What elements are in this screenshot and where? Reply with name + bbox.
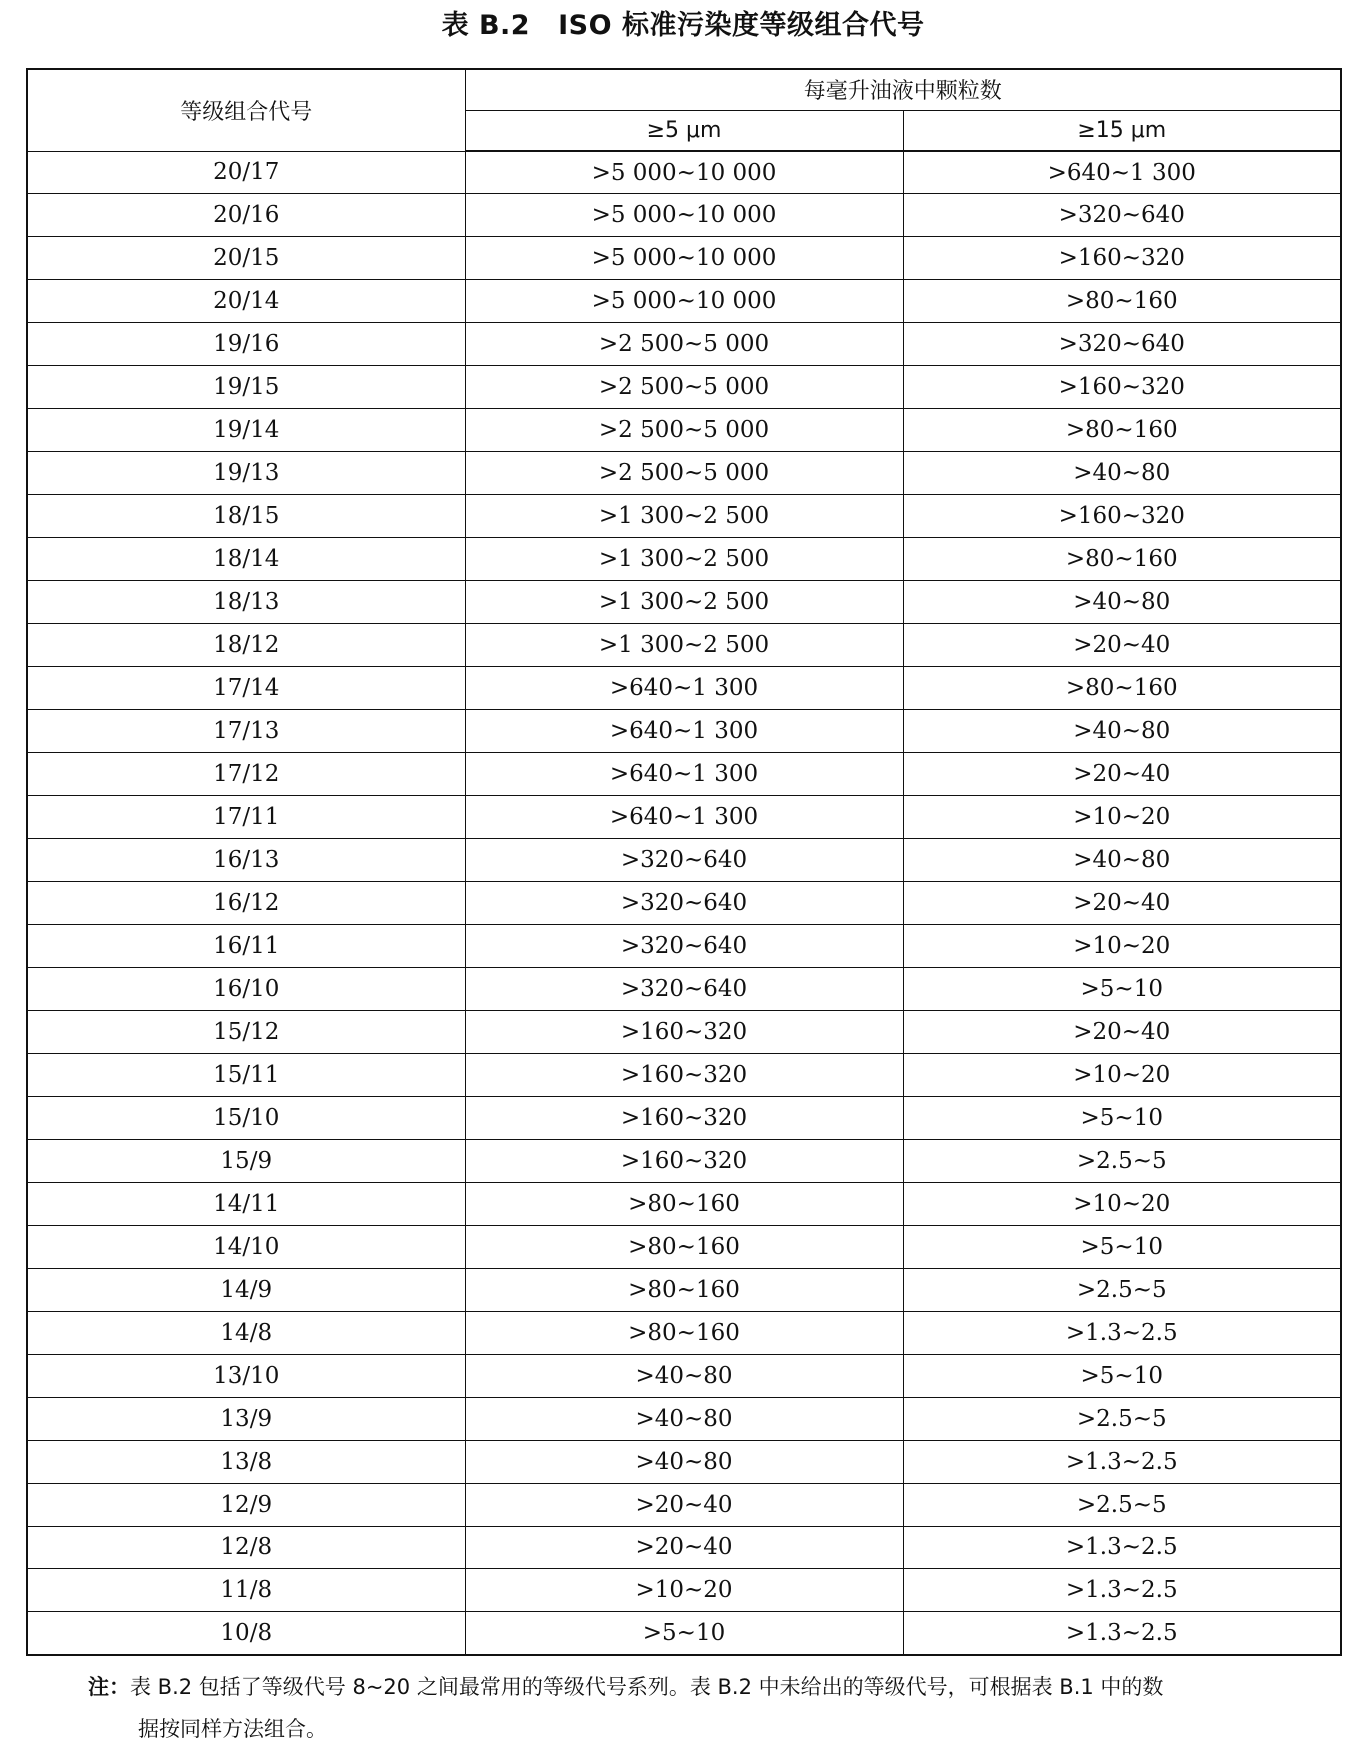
grade-code-cell: 15/10 bbox=[27, 1096, 465, 1139]
table-row bbox=[27, 624, 1341, 667]
count-15um-cell: >1.3~2.5 bbox=[903, 1440, 1341, 1483]
grade-code-cell: 17/11 bbox=[27, 796, 465, 839]
table-row bbox=[27, 710, 1341, 753]
count-15um-cell: >20~40 bbox=[903, 753, 1341, 796]
grade-code-cell: 17/13 bbox=[27, 710, 465, 753]
count-5um-cell: >2 500~5 000 bbox=[465, 366, 903, 409]
note-line-2: 据按同样方法组合。 bbox=[138, 1717, 327, 1741]
table-row bbox=[27, 151, 1341, 194]
header-particle-count: 每毫升油液中颗粒数 bbox=[465, 69, 1341, 110]
count-5um-cell: >80~160 bbox=[465, 1182, 903, 1225]
count-5um-cell: >1 300~2 500 bbox=[465, 581, 903, 624]
count-15um-cell: >2.5~5 bbox=[903, 1483, 1341, 1526]
grade-code-cell: 17/12 bbox=[27, 753, 465, 796]
table-row bbox=[27, 1139, 1341, 1182]
grade-code-cell: 19/15 bbox=[27, 366, 465, 409]
table-row bbox=[27, 495, 1341, 538]
table-row bbox=[27, 753, 1341, 796]
count-5um-cell: >5 000~10 000 bbox=[465, 194, 903, 237]
count-15um-cell: >80~160 bbox=[903, 538, 1341, 581]
table-row bbox=[27, 1612, 1341, 1655]
header-row bbox=[27, 69, 1341, 110]
count-15um-cell: >80~160 bbox=[903, 409, 1341, 452]
count-5um-cell: >2 500~5 000 bbox=[465, 452, 903, 495]
count-5um-cell: >160~320 bbox=[465, 1010, 903, 1053]
table-row bbox=[27, 1053, 1341, 1096]
table-row bbox=[27, 881, 1341, 924]
count-15um-cell: >1.3~2.5 bbox=[903, 1526, 1341, 1569]
count-5um-cell: >640~1 300 bbox=[465, 753, 903, 796]
count-5um-cell: >2 500~5 000 bbox=[465, 409, 903, 452]
count-5um-cell: >160~320 bbox=[465, 1096, 903, 1139]
grade-code-cell: 15/11 bbox=[27, 1053, 465, 1096]
count-15um-cell: >5~10 bbox=[903, 967, 1341, 1010]
table-row bbox=[27, 924, 1341, 967]
table-row bbox=[27, 409, 1341, 452]
table-row bbox=[27, 796, 1341, 839]
grade-code-cell: 14/11 bbox=[27, 1182, 465, 1225]
count-5um-cell: >80~160 bbox=[465, 1268, 903, 1311]
count-15um-cell: >10~20 bbox=[903, 1053, 1341, 1096]
table-row bbox=[27, 1268, 1341, 1311]
grade-code-cell: 18/12 bbox=[27, 624, 465, 667]
grade-code-cell: 14/8 bbox=[27, 1311, 465, 1354]
count-15um-cell: >2.5~5 bbox=[903, 1139, 1341, 1182]
table-row bbox=[27, 366, 1341, 409]
table-row bbox=[27, 1483, 1341, 1526]
count-5um-cell: >5 000~10 000 bbox=[465, 280, 903, 323]
count-5um-cell: >40~80 bbox=[465, 1397, 903, 1440]
grade-code-cell: 18/14 bbox=[27, 538, 465, 581]
count-15um-cell: >640~1 300 bbox=[903, 151, 1341, 194]
count-15um-cell: >320~640 bbox=[903, 323, 1341, 366]
count-5um-cell: >40~80 bbox=[465, 1440, 903, 1483]
table-title bbox=[0, 6, 1366, 46]
count-5um-cell: >640~1 300 bbox=[465, 710, 903, 753]
table-row bbox=[27, 1569, 1341, 1612]
grade-code-cell: 18/15 bbox=[27, 495, 465, 538]
table-title-text: ISO 标准污染度等级组合代号 bbox=[558, 10, 925, 41]
header-5um: ≥5 μm bbox=[465, 110, 903, 151]
count-5um-cell: >5~10 bbox=[465, 1612, 903, 1655]
count-5um-cell: >2 500~5 000 bbox=[465, 323, 903, 366]
table-row bbox=[27, 1526, 1341, 1569]
count-15um-cell: >1.3~2.5 bbox=[903, 1569, 1341, 1612]
table-row bbox=[27, 667, 1341, 710]
count-15um-cell: >5~10 bbox=[903, 1096, 1341, 1139]
count-5um-cell: >160~320 bbox=[465, 1139, 903, 1182]
grade-code-cell: 13/9 bbox=[27, 1397, 465, 1440]
table-row bbox=[27, 194, 1341, 237]
count-5um-cell: >80~160 bbox=[465, 1225, 903, 1268]
count-15um-cell: >80~160 bbox=[903, 280, 1341, 323]
grade-code-cell: 11/8 bbox=[27, 1569, 465, 1612]
table-number: 表 B.2 bbox=[441, 10, 531, 41]
contamination-grade-table bbox=[26, 68, 1342, 1656]
count-15um-cell: >20~40 bbox=[903, 624, 1341, 667]
count-5um-cell: >5 000~10 000 bbox=[465, 237, 903, 280]
table-row bbox=[27, 1440, 1341, 1483]
table-row bbox=[27, 581, 1341, 624]
grade-code-cell: 16/12 bbox=[27, 881, 465, 924]
count-5um-cell: >20~40 bbox=[465, 1526, 903, 1569]
count-5um-cell: >1 300~2 500 bbox=[465, 624, 903, 667]
count-15um-cell: >160~320 bbox=[903, 495, 1341, 538]
table-row bbox=[27, 967, 1341, 1010]
count-5um-cell: >20~40 bbox=[465, 1483, 903, 1526]
table-row bbox=[27, 839, 1341, 882]
count-15um-cell: >5~10 bbox=[903, 1225, 1341, 1268]
grade-code-cell: 13/10 bbox=[27, 1354, 465, 1397]
grade-code-cell: 20/17 bbox=[27, 151, 465, 194]
count-15um-cell: >320~640 bbox=[903, 194, 1341, 237]
grade-code-cell: 16/11 bbox=[27, 924, 465, 967]
count-15um-cell: >40~80 bbox=[903, 710, 1341, 753]
count-5um-cell: >640~1 300 bbox=[465, 667, 903, 710]
table-row bbox=[27, 280, 1341, 323]
count-15um-cell: >80~160 bbox=[903, 667, 1341, 710]
count-15um-cell: >1.3~2.5 bbox=[903, 1612, 1341, 1655]
count-15um-cell: >40~80 bbox=[903, 581, 1341, 624]
grade-code-cell: 18/13 bbox=[27, 581, 465, 624]
grade-code-cell: 14/10 bbox=[27, 1225, 465, 1268]
grade-code-cell: 15/12 bbox=[27, 1010, 465, 1053]
table-row bbox=[27, 1096, 1341, 1139]
grade-code-cell: 20/14 bbox=[27, 280, 465, 323]
grade-code-cell: 20/15 bbox=[27, 237, 465, 280]
count-15um-cell: >160~320 bbox=[903, 366, 1341, 409]
table-row bbox=[27, 1182, 1341, 1225]
table-row bbox=[27, 237, 1341, 280]
grade-code-cell: 16/10 bbox=[27, 967, 465, 1010]
count-15um-cell: >10~20 bbox=[903, 924, 1341, 967]
count-5um-cell: >40~80 bbox=[465, 1354, 903, 1397]
table-body bbox=[27, 151, 1341, 1655]
count-15um-cell: >40~80 bbox=[903, 452, 1341, 495]
count-15um-cell: >40~80 bbox=[903, 839, 1341, 882]
grade-code-cell: 10/8 bbox=[27, 1612, 465, 1655]
grade-code-cell: 15/9 bbox=[27, 1139, 465, 1182]
table-row bbox=[27, 323, 1341, 366]
grade-code-cell: 20/16 bbox=[27, 194, 465, 237]
count-5um-cell: >160~320 bbox=[465, 1053, 903, 1096]
count-15um-cell: >1.3~2.5 bbox=[903, 1311, 1341, 1354]
grade-code-cell: 19/16 bbox=[27, 323, 465, 366]
table-row bbox=[27, 1311, 1341, 1354]
count-15um-cell: >160~320 bbox=[903, 237, 1341, 280]
count-15um-cell: >20~40 bbox=[903, 1010, 1341, 1053]
grade-code-cell: 12/9 bbox=[27, 1483, 465, 1526]
table-note bbox=[88, 1666, 1342, 1750]
count-15um-cell: >10~20 bbox=[903, 1182, 1341, 1225]
count-5um-cell: >5 000~10 000 bbox=[465, 151, 903, 194]
grade-code-cell: 17/14 bbox=[27, 667, 465, 710]
count-5um-cell: >640~1 300 bbox=[465, 796, 903, 839]
count-15um-cell: >2.5~5 bbox=[903, 1268, 1341, 1311]
grade-code-cell: 19/13 bbox=[27, 452, 465, 495]
table-row bbox=[27, 452, 1341, 495]
table-row bbox=[27, 1225, 1341, 1268]
count-5um-cell: >1 300~2 500 bbox=[465, 495, 903, 538]
table-row bbox=[27, 538, 1341, 581]
count-5um-cell: >1 300~2 500 bbox=[465, 538, 903, 581]
table-row bbox=[27, 1010, 1341, 1053]
count-15um-cell: >10~20 bbox=[903, 796, 1341, 839]
count-15um-cell: >20~40 bbox=[903, 881, 1341, 924]
count-5um-cell: >320~640 bbox=[465, 881, 903, 924]
count-5um-cell: >10~20 bbox=[465, 1569, 903, 1612]
count-5um-cell: >80~160 bbox=[465, 1311, 903, 1354]
note-line-1: 表 B.2 包括了等级代号 8~20 之间最常用的等级代号系列。表 B.2 中未给出的等级代号，可根据表 B.1 中的数 bbox=[130, 1675, 1164, 1699]
count-5um-cell: >320~640 bbox=[465, 839, 903, 882]
grade-code-cell: 16/13 bbox=[27, 839, 465, 882]
grade-code-cell: 12/8 bbox=[27, 1526, 465, 1569]
note-lead: 注： bbox=[88, 1675, 130, 1699]
count-15um-cell: >2.5~5 bbox=[903, 1397, 1341, 1440]
grade-code-cell: 19/14 bbox=[27, 409, 465, 452]
header-15um: ≥15 μm bbox=[903, 110, 1341, 151]
table-row bbox=[27, 1354, 1341, 1397]
grade-code-cell: 13/8 bbox=[27, 1440, 465, 1483]
count-15um-cell: >5~10 bbox=[903, 1354, 1341, 1397]
count-5um-cell: >320~640 bbox=[465, 924, 903, 967]
grade-code-cell: 14/9 bbox=[27, 1268, 465, 1311]
header-grade-code: 等级组合代号 bbox=[27, 69, 465, 151]
table-row bbox=[27, 1397, 1341, 1440]
count-5um-cell: >320~640 bbox=[465, 967, 903, 1010]
